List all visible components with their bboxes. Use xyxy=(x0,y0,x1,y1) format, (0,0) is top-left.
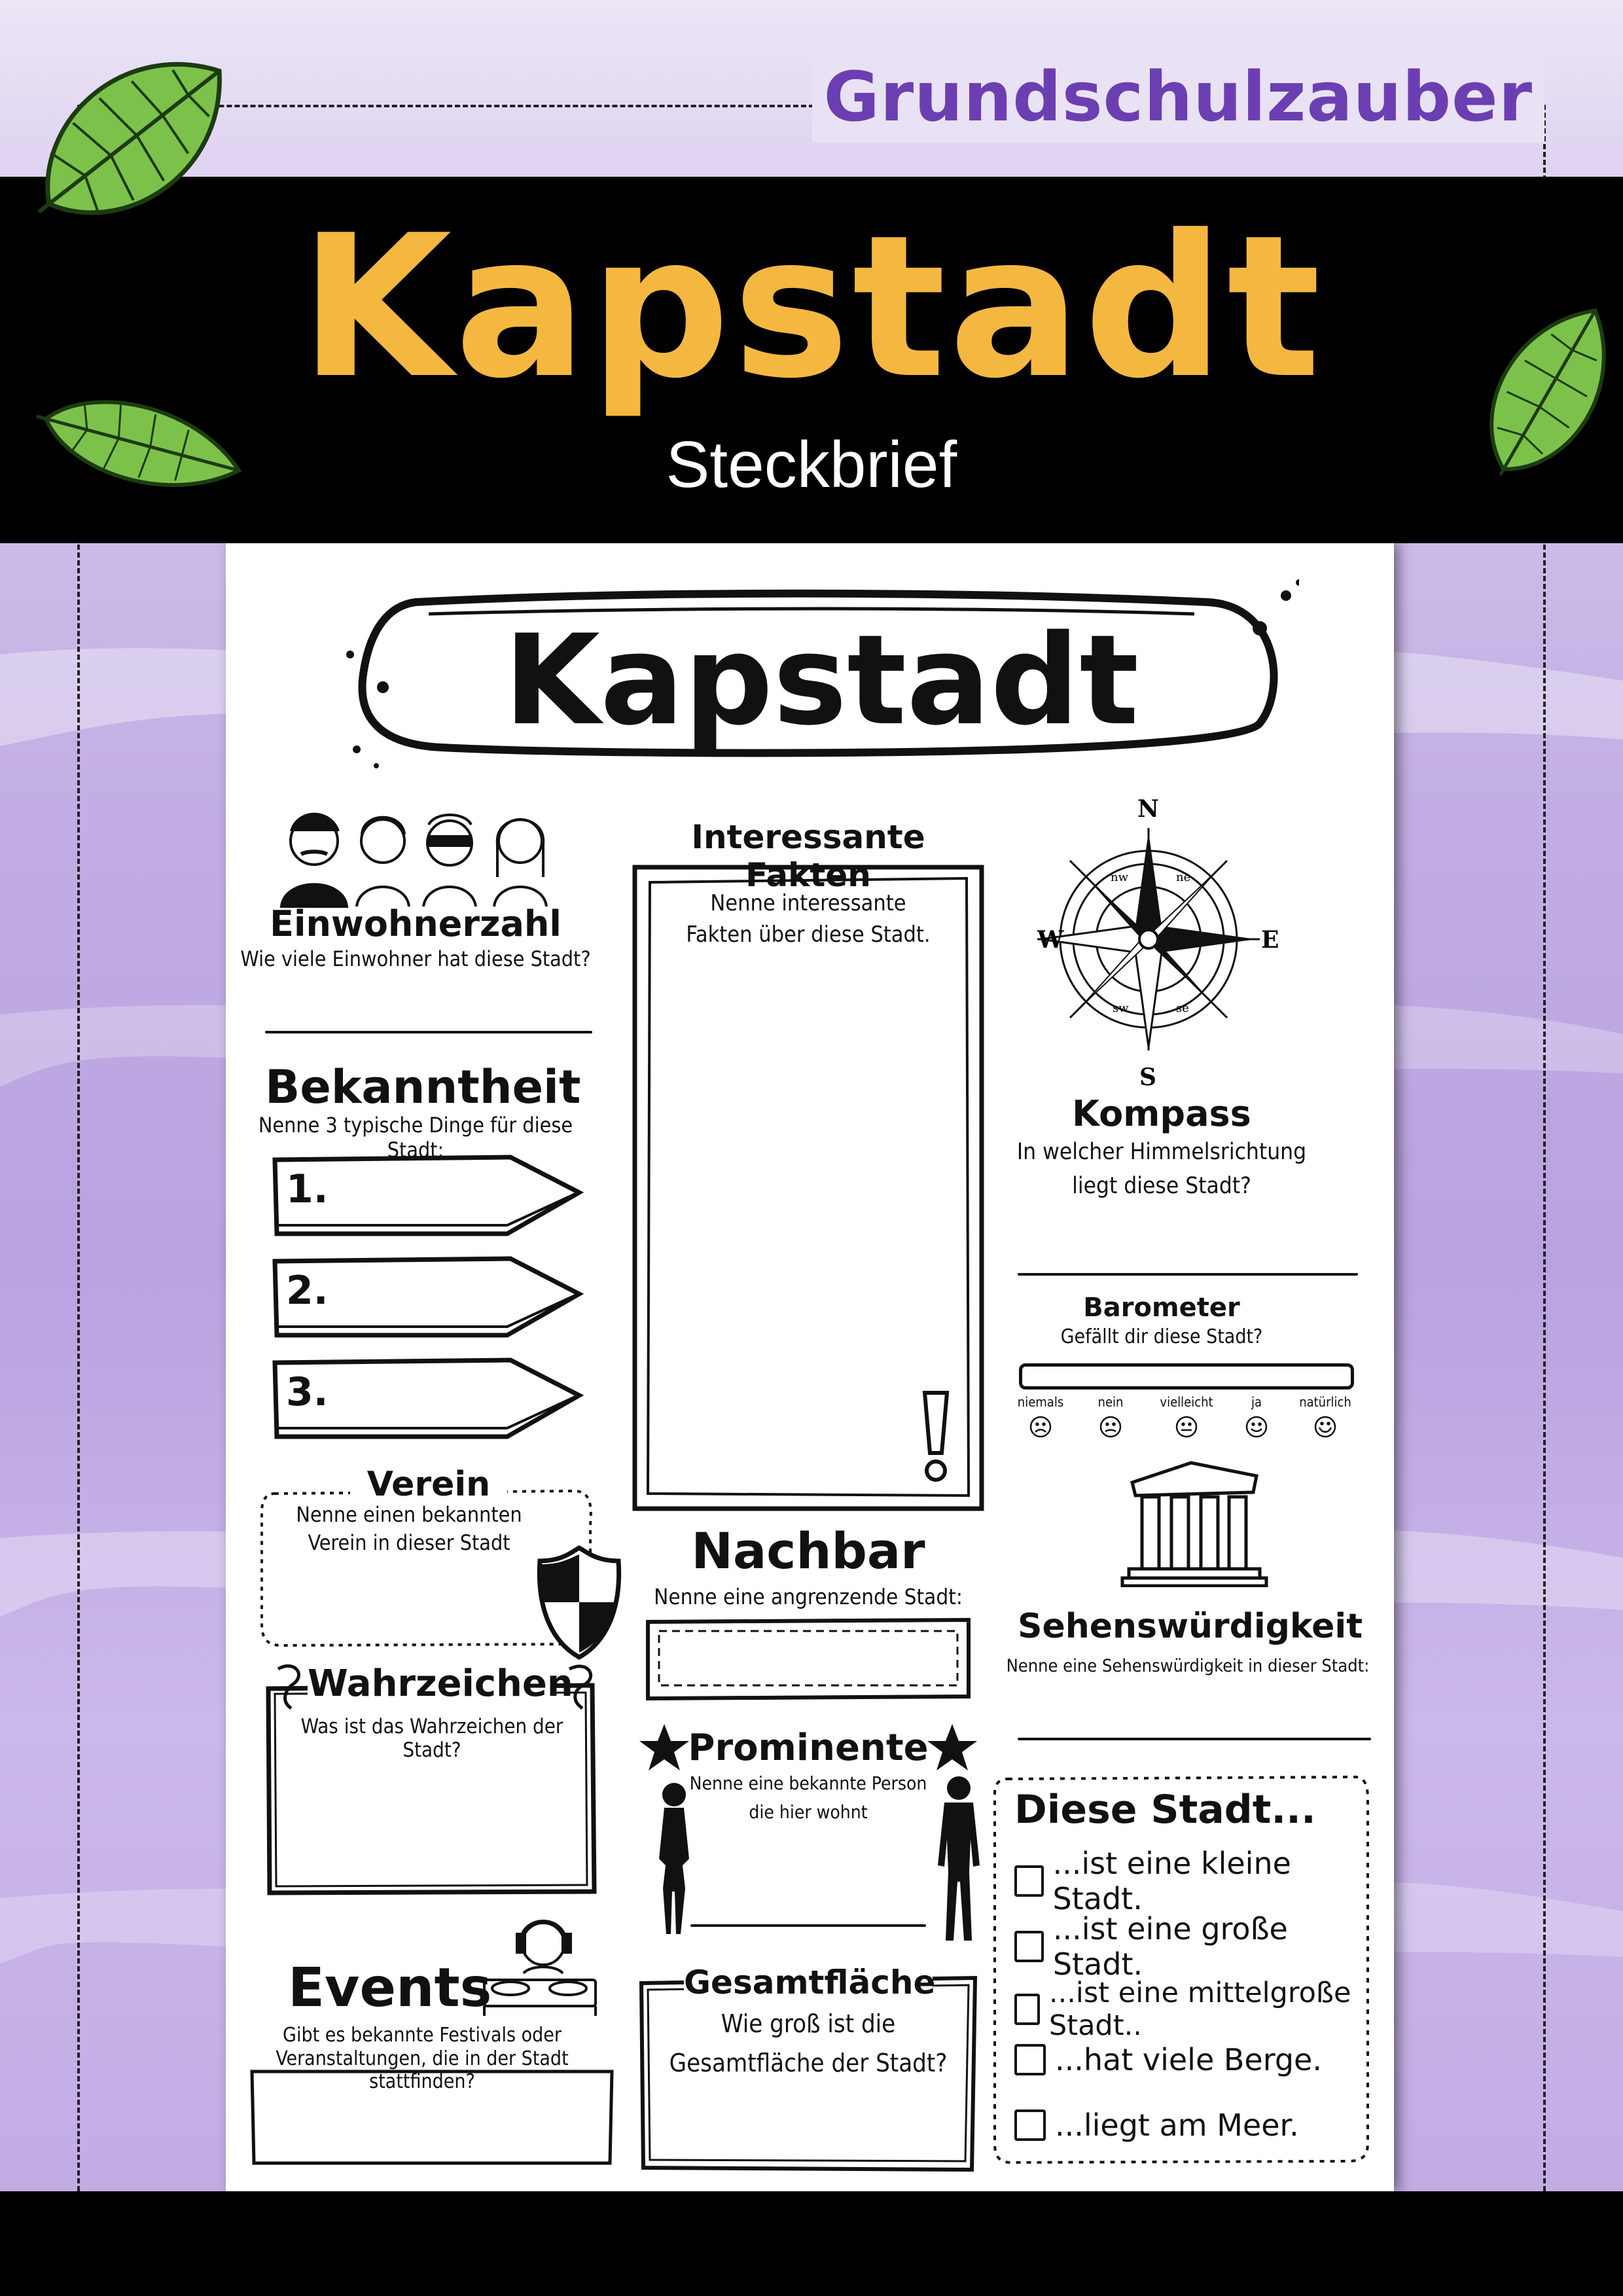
people-icon xyxy=(278,805,553,910)
compass-w: W xyxy=(1037,926,1064,954)
bekanntheit-number-2: 2. xyxy=(286,1268,329,1314)
cover-subtitle: Steckbrief xyxy=(666,428,957,501)
einwohner-answer-line[interactable] xyxy=(265,1031,592,1033)
checkbox[interactable] xyxy=(1014,1994,1040,2025)
wahrzeichen-prompt: Was ist das Wahrzeichen der Stadt? xyxy=(300,1715,563,1762)
compass-sw: sw xyxy=(1113,1001,1129,1015)
sehens-prompt: Nenne eine Sehenswürdigkeit in dieser Stadt: xyxy=(1006,1656,1370,1676)
fakten-heading: Interessante Fakten xyxy=(691,818,925,894)
sehens-answer-line[interactable] xyxy=(1018,1738,1371,1740)
diese-stadt-heading: Diese Stadt... xyxy=(1014,1787,1316,1833)
leaf-left-icon xyxy=(33,386,255,504)
kompass-prompt-2: liegt diese Stadt? xyxy=(1072,1173,1251,1199)
verein-heading: Verein xyxy=(350,1465,507,1504)
option-grosse-stadt[interactable] xyxy=(1014,1911,1361,1982)
option-label: ...ist eine mittelgroße Stadt.. xyxy=(1048,1977,1351,2042)
worksheet xyxy=(226,543,1394,2191)
compass-e: E xyxy=(1261,926,1279,954)
prominente-prompt-1: Nenne eine bekannte Person xyxy=(689,1772,927,1794)
barometer-heading: Barometer xyxy=(1083,1293,1240,1323)
compass-nw: nw xyxy=(1111,870,1128,884)
compass-se: se xyxy=(1176,1001,1189,1015)
verein-prompt-2: Verein in dieser Stadt xyxy=(308,1530,510,1555)
kompass-prompt-1: In welcher Himmelsrichtung xyxy=(1016,1139,1307,1165)
fakten-prompt-1: Nenne interessante xyxy=(710,890,906,916)
nachbar-answer-box[interactable] xyxy=(645,1617,972,1702)
bekanntheit-heading: Bekanntheit xyxy=(265,1060,581,1114)
compass-ne: ne xyxy=(1176,870,1191,884)
barometer-label-3: vielleicht xyxy=(1160,1394,1213,1410)
barometer-label-2: nein xyxy=(1097,1394,1124,1410)
barometer-label-1: niemals xyxy=(1017,1394,1064,1410)
events-prompt-1: Gibt es bekannte Festivals oder xyxy=(283,2024,562,2047)
sehens-heading: Sehenswürdigkeit xyxy=(1018,1607,1363,1646)
gesamtflaeche-prompt-1: Wie groß ist die xyxy=(721,2009,896,2038)
events-answer-box[interactable] xyxy=(249,2068,615,2166)
checkbox[interactable] xyxy=(1014,1931,1044,1962)
prominente-answer-line[interactable] xyxy=(690,1924,926,1927)
verein-prompt-1: Nenne einen bekannten xyxy=(296,1502,522,1527)
bekanntheit-number-1: 1. xyxy=(286,1166,329,1212)
cover-title: Kapstadt xyxy=(299,193,1324,422)
fakten-prompt-2: Fakten über diese Stadt. xyxy=(686,922,931,948)
option-viele-berge[interactable] xyxy=(1014,2042,1322,2077)
nachbar-prompt: Nenne eine angrenzende Stadt: xyxy=(654,1584,963,1609)
bottom-band xyxy=(0,2191,1623,2296)
gesamtflaeche-prompt-2: Gesamtfläche der Stadt? xyxy=(669,2049,948,2077)
star-right-icon xyxy=(926,1721,978,1774)
star-left-icon xyxy=(638,1721,690,1774)
compass-s: S xyxy=(1139,1064,1156,1091)
nachbar-heading: Nachbar xyxy=(691,1522,925,1580)
kompass-heading: Kompass xyxy=(1072,1093,1251,1134)
kompass-answer-line[interactable] xyxy=(1018,1273,1358,1276)
barometer-faces xyxy=(1027,1414,1355,1440)
option-am-meer[interactable] xyxy=(1014,2108,1299,2143)
temple-icon xyxy=(1119,1456,1270,1587)
option-label: ...hat viele Berge. xyxy=(1055,2042,1322,2077)
gesamtflaeche-heading: Gesamtfläche xyxy=(684,1964,936,2001)
leaf-right-icon xyxy=(1472,275,1623,511)
prominente-prompt-2: die hier wohnt xyxy=(749,1801,868,1823)
events-heading: Events xyxy=(288,1957,492,2019)
shield-icon xyxy=(530,1545,628,1662)
prominente-heading: Prominente xyxy=(688,1727,929,1769)
leaf-top-left-icon xyxy=(13,26,255,249)
wahrzeichen-heading: Wahrzeichen xyxy=(308,1662,573,1705)
compass-n: N xyxy=(1137,795,1159,823)
exclamation-icon xyxy=(913,1388,959,1486)
checkbox[interactable] xyxy=(1014,2044,1046,2075)
checkbox[interactable] xyxy=(1014,1865,1044,1897)
sheet-title: Kapstadt xyxy=(503,608,1139,753)
option-label: ...ist eine große Stadt. xyxy=(1052,1911,1288,1982)
bekanntheit-prompt: Nenne 3 typische Dinge für diese Stadt: xyxy=(258,1113,573,1162)
checkbox[interactable] xyxy=(1014,2109,1046,2141)
barometer-prompt: Gefällt dir diese Stadt? xyxy=(1060,1325,1263,1348)
barometer-label-4: ja xyxy=(1251,1394,1262,1410)
man-silhouette-icon xyxy=(933,1774,985,1944)
option-label: ...ist eine kleine Stadt. xyxy=(1052,1846,1291,1916)
bekanntheit-number-3: 3. xyxy=(286,1369,329,1415)
barometer-label-5: natürlich xyxy=(1299,1394,1351,1410)
option-label: ...liegt am Meer. xyxy=(1055,2108,1299,2143)
brand-name: Grundschulzauber xyxy=(812,51,1544,143)
diese-stadt-options xyxy=(1014,1846,1361,2160)
option-mittelgrosse-stadt[interactable] xyxy=(1014,1977,1361,2042)
einwohner-prompt: Wie viele Einwohner hat diese Stadt? xyxy=(240,946,591,971)
option-kleine-stadt[interactable] xyxy=(1014,1846,1361,1916)
barometer-scale[interactable] xyxy=(1019,1363,1354,1390)
woman-silhouette-icon xyxy=(651,1780,697,1937)
events-prompt-2: Veranstaltungen, die in der Stadt stattfinden? xyxy=(276,2047,569,2093)
einwohner-heading: Einwohnerzahl xyxy=(270,903,562,944)
